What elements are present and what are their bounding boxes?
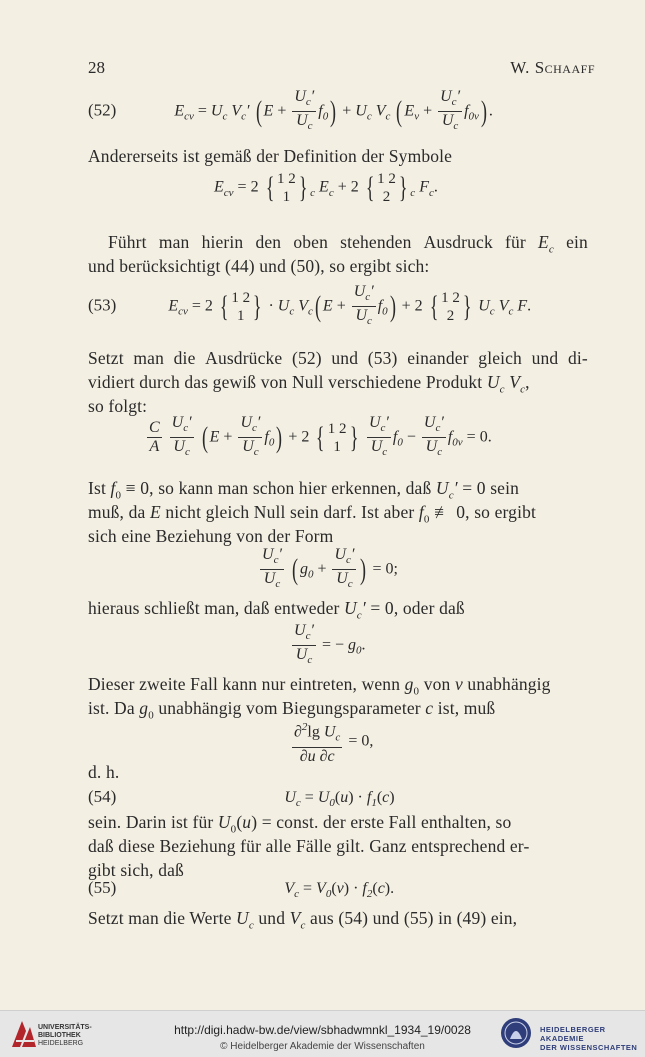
paragraph-line: Setzt man die Werte $U_c$ und $V_c$ aus (54) und (55) in (49) ein, [88, 908, 518, 932]
paragraph-line: d. h. [88, 762, 120, 782]
page-number: 28 [88, 58, 105, 77]
academy-logo-icon [500, 1017, 532, 1049]
equation-g0: $\frac{U_c'}{U_c}$ = − $g_0$. [294, 622, 366, 667]
paragraph-line: sich eine Beziehung von der Form [88, 526, 334, 546]
running-head: W. Schaaff [510, 58, 595, 77]
paragraph-line: so folgt: [88, 396, 148, 416]
equation-ecv-symbols: $E_{cv} = 2$ { 1 2 1 } $_c$ $E_c + 2$ { 1 2 2 } $_c$ $F_c$. [214, 171, 438, 205]
equation-derivative: $\frac{\partial^2\lg U_c}{\partial u \partial c}$ = 0, [290, 718, 373, 766]
equation-55: (55) $V_c = V_0(v) \cdot f_2(c)$. [88, 878, 395, 901]
copyright-notice: © Heidelberger Akademie der Wissenschaften [220, 1041, 425, 1052]
permalink-url[interactable]: http://digi.hadw-bw.de/view/sbhadwmnkl_1934_19/0028 [174, 1023, 471, 1037]
equation-combined: $\frac{C}{A}$ $\frac{U_c'}{U_c}$ ( E + $\frac{U_c'}{U_c}$ $f_0) + 2$ { 1 2 1 } $\frac{U_c'}{U_c}$ $f_0$ − $\frac{U_c'}{U_c}$ $f_{0v} = 0$. [149, 414, 492, 459]
equation-52: (52) $E_{cv} = U_c$ $V_c'$ ( E + $\frac{U_c'}{U_c}$ $f_0) + U_c$ $V_c$ ( $E_v$ + $\frac{U_c'}{U_c}$ $f_{0v}$) . [88, 88, 493, 133]
paragraph-line: daß diese Beziehung für alle Fälle gilt. Ganz entsprechend er- [88, 836, 530, 856]
university-library-name: UNIVERSITÄTS- BIBLIOTHEK HEIDELBERG [38, 1024, 92, 1047]
paragraph-line: Setzt man die Ausdrücke (52) und (53) einander gleich und di- [88, 348, 588, 368]
viewer-footer [0, 1010, 645, 1057]
academy-name: HEIDELBERGER AKADEMIE DER WISSENSCHAFTEN [540, 1025, 638, 1052]
paragraph-line: muß, da E nicht gleich Null sein darf. Ist aber $f_0$ ≢ 0, so ergibt [88, 502, 537, 526]
paragraph-line: hieraus schließt man, daß entweder $U_c' = 0$, oder daß [88, 598, 465, 622]
paragraph-line: Ist $f_0 \equiv 0$, so kann man schon hier erkennen, daß $U_c' = 0$ sein [88, 478, 520, 502]
paragraph-line: sein. Darin ist für $U_0(u)$ = const. der erste Fall enthalten, so [88, 812, 512, 836]
equation-53: (53) $E_{cv} = 2$ { 1 2 1 } · $U_c$ $V_c$( E + $\frac{U_c'}{U_c}$ $f_0) + 2$ { 1 2 2 } $U_c$ $V_c$ F. [88, 283, 532, 328]
paragraph-line: gibt sich, daß [88, 860, 184, 880]
equation-form: $\frac{U_c'}{U_c}$ ( $g_0$ + $\frac{U_c'}{U_c}$ ) = 0; [262, 546, 398, 591]
paragraph-line: ist. Da $g_0$ unabhängig vom Biegungsparameter c ist, muß [88, 698, 496, 722]
equation-54: (54) $U_c = U_0(u) \cdot f_1(c)$ [88, 787, 395, 810]
paragraph-line: Dieser zweite Fall kann nur eintreten, wenn $g_0$ von v unabhängig [88, 674, 551, 698]
paragraph-line: vidiert durch das gewiß von Null verschiedene Produkt $U_c$ $V_c$, [88, 372, 530, 396]
paragraph-line: und berücksichtigt (44) und (50), so ergibt sich: [88, 256, 430, 276]
paragraph: Andererseits ist gemäß der Definition der Symbole [88, 146, 453, 166]
paragraph-line: Führt man hierin den oben stehenden Ausdruck für $E_c$ ein [108, 232, 588, 256]
